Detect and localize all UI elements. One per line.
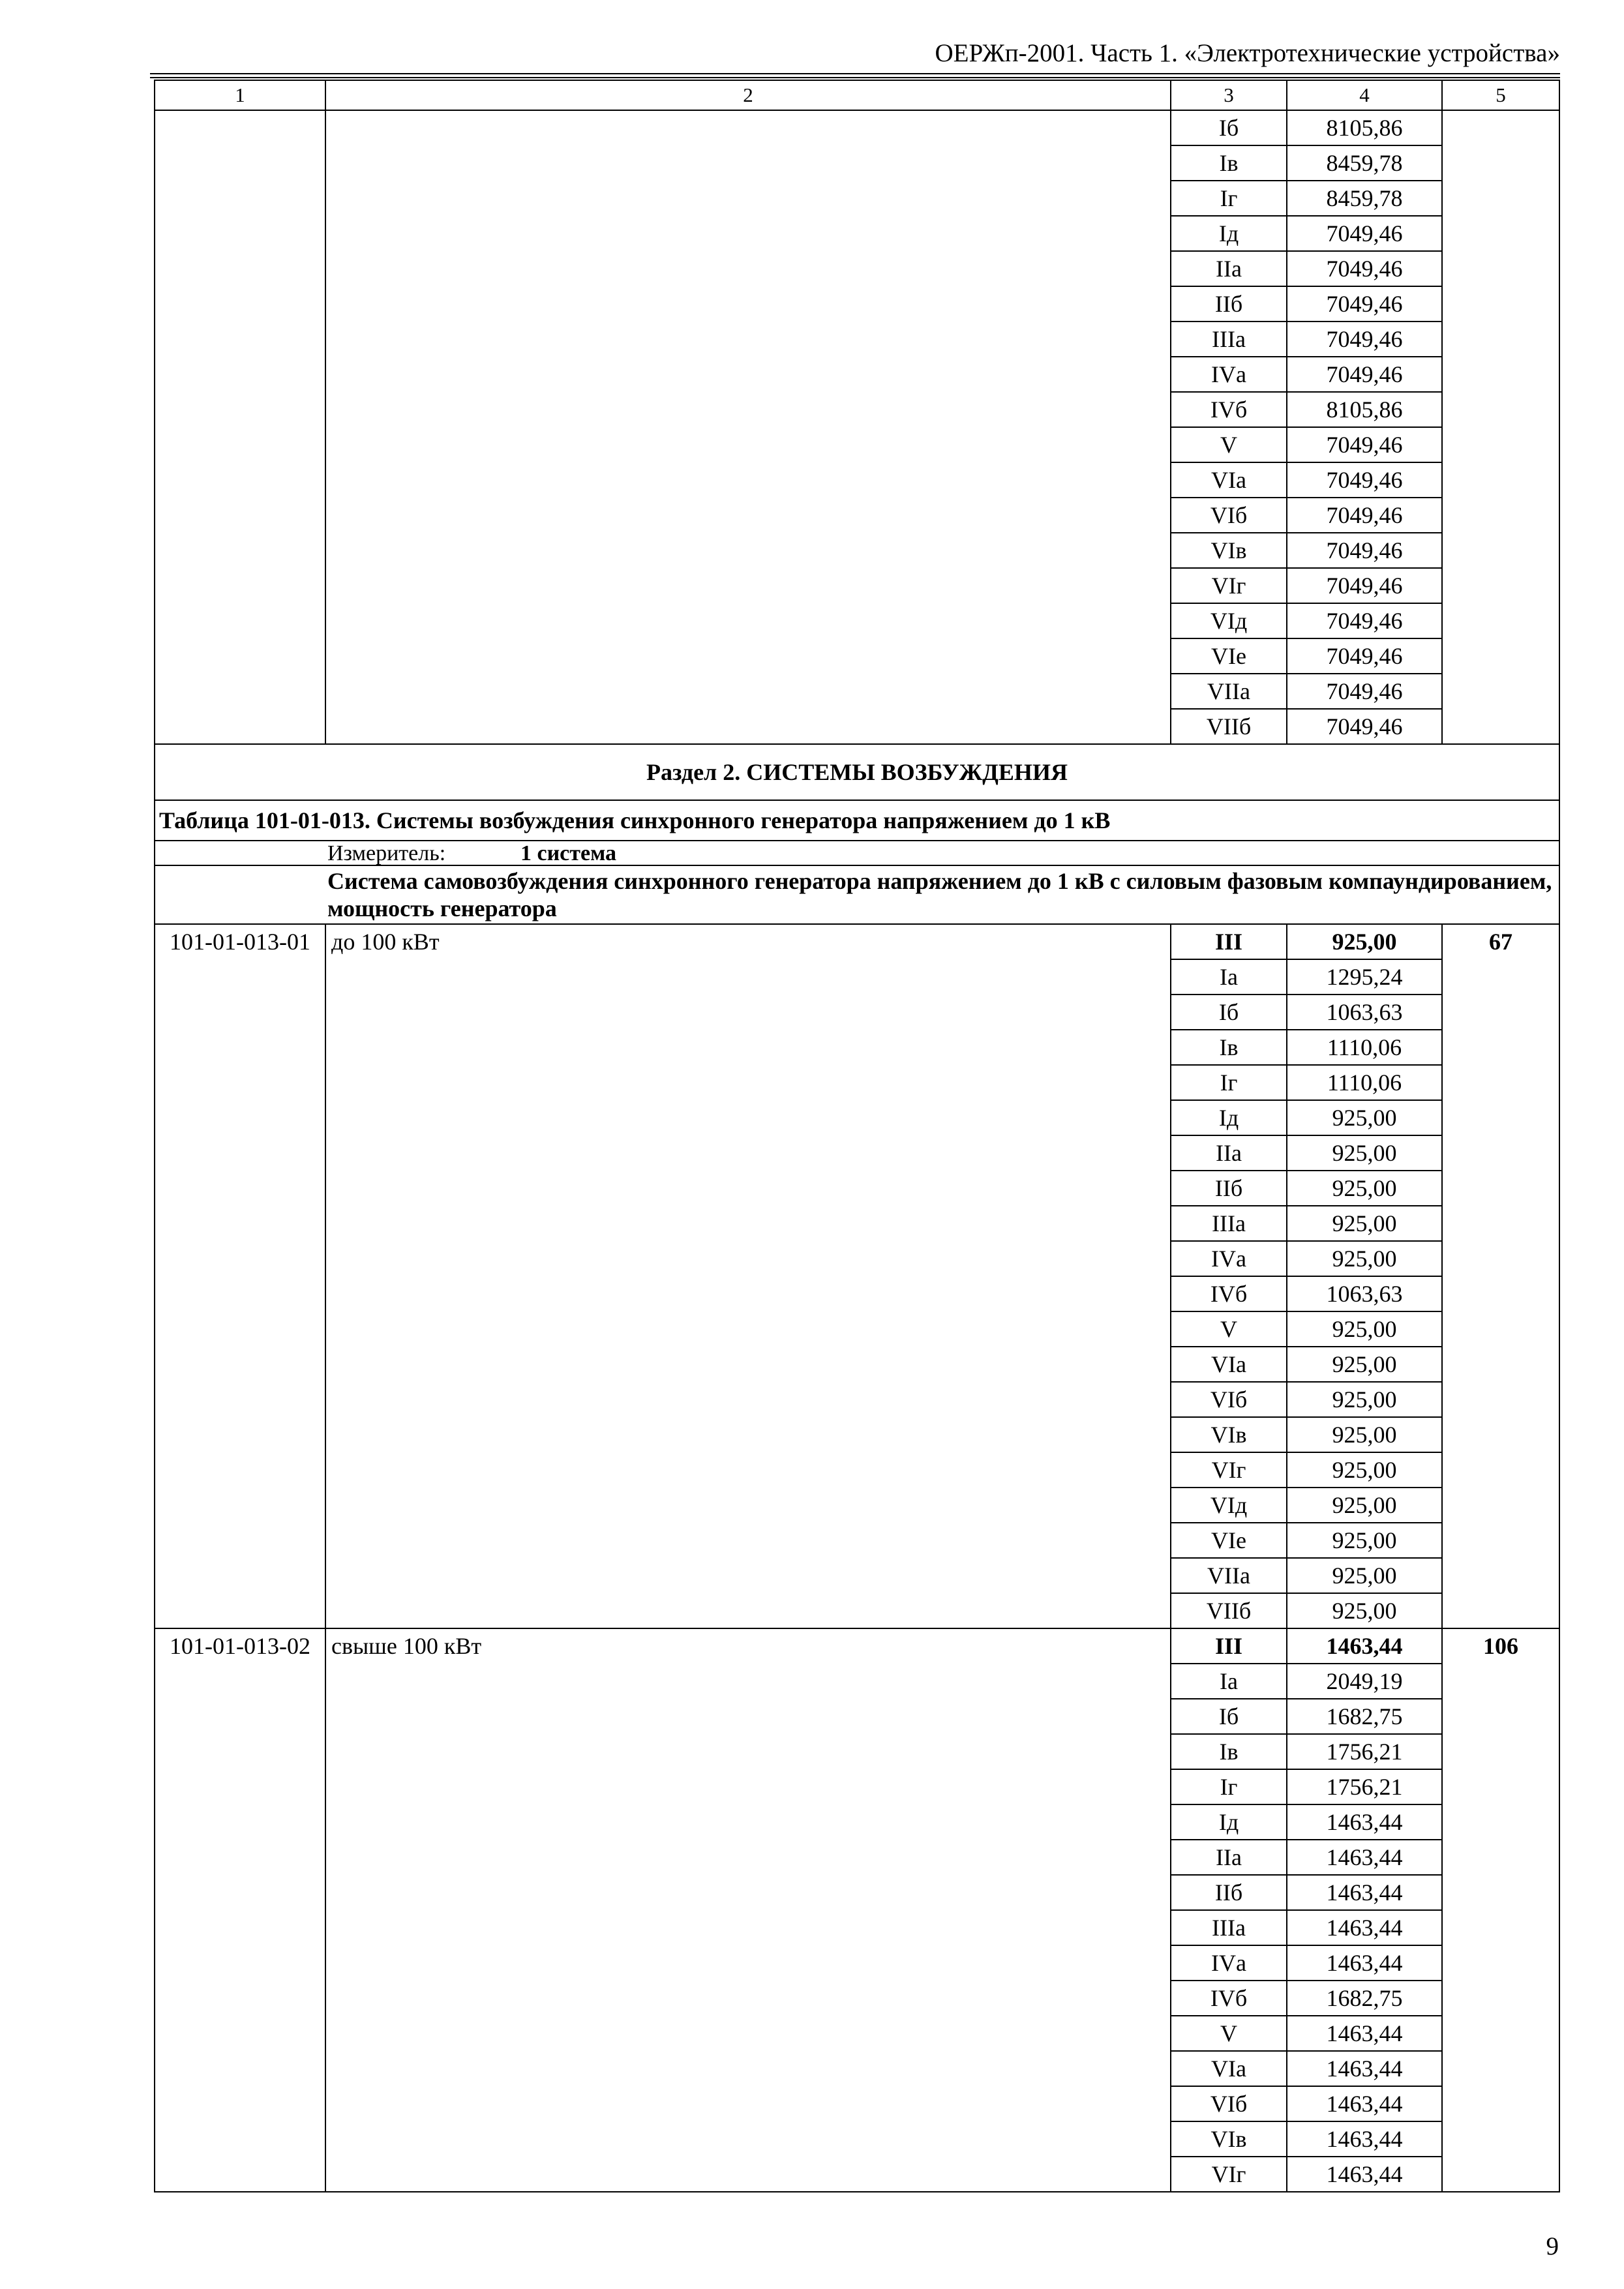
table-row	[155, 110, 1559, 145]
column-number: 5	[1442, 80, 1559, 110]
value-cell: 1063,63	[1287, 1276, 1442, 1311]
value-cell: 1463,44	[1287, 1910, 1442, 1945]
name-cell	[325, 110, 1171, 744]
column-number: 3	[1171, 80, 1287, 110]
value-cell: 925,00	[1287, 1558, 1442, 1593]
value-cell: 1463,44	[1287, 2121, 1442, 2157]
zone-cell: VIв	[1171, 2121, 1287, 2157]
description: Система самовозбуждения синхронного генератора напряжением до 1 кВ с силовым фазовым компаундированием, мощность генератора	[155, 865, 1559, 924]
value-cell: 1110,06	[1287, 1065, 1442, 1100]
table-title-row	[155, 800, 1559, 841]
value-cell: 1463,44	[1287, 1875, 1442, 1910]
value-cell: 8459,78	[1287, 145, 1442, 181]
value-cell: 8105,86	[1287, 392, 1442, 427]
meter-row	[155, 841, 1559, 865]
value-cell: 1463,44	[1287, 1628, 1442, 1664]
zone-cell: IVб	[1171, 392, 1287, 427]
zone-cell: V	[1171, 427, 1287, 462]
zone-cell: VIе	[1171, 1523, 1287, 1558]
zone-cell: Iд	[1171, 216, 1287, 251]
value-cell: 1463,44	[1287, 1804, 1442, 1840]
value-cell: 925,00	[1287, 1452, 1442, 1488]
value-cell: 7049,46	[1287, 216, 1442, 251]
zone-cell: IIб	[1171, 1875, 1287, 1910]
page-number: 9	[1546, 2232, 1559, 2260]
zone-cell: IIIа	[1171, 322, 1287, 357]
item-name: свыше 100 кВт	[325, 1628, 1171, 2192]
zone-cell: III	[1171, 1628, 1287, 1664]
zone-cell: VIа	[1171, 2051, 1287, 2086]
col5-cell	[1442, 110, 1559, 744]
value-cell: 1756,21	[1287, 1769, 1442, 1804]
zone-cell: Iб	[1171, 1699, 1287, 1734]
code-cell	[155, 110, 325, 744]
value-cell: 925,00	[1287, 1417, 1442, 1452]
zone-cell: VIг	[1171, 2157, 1287, 2192]
zone-cell: Iв	[1171, 1734, 1287, 1769]
value-cell: 7049,46	[1287, 286, 1442, 322]
zone-cell: Iб	[1171, 110, 1287, 145]
value-cell: 7049,46	[1287, 251, 1442, 286]
zone-cell: IVб	[1171, 1276, 1287, 1311]
table-title: Таблица 101-01-013. Системы возбуждения синхронного генератора напряжением до 1 кВ	[155, 800, 1559, 841]
value-cell: 925,00	[1287, 1135, 1442, 1171]
zone-cell: Iг	[1171, 1065, 1287, 1100]
column-number-row	[155, 80, 1559, 110]
value-cell: 925,00	[1287, 1523, 1442, 1558]
value-cell: 7049,46	[1287, 533, 1442, 568]
column-number: 4	[1287, 80, 1442, 110]
zone-cell: VIа	[1171, 1347, 1287, 1382]
value-cell: 7049,46	[1287, 498, 1442, 533]
zone-cell: VIд	[1171, 1488, 1287, 1523]
item-col5: 67	[1442, 924, 1559, 1628]
zone-cell: IVа	[1171, 1241, 1287, 1276]
zone-cell: IIIа	[1171, 1206, 1287, 1241]
zone-cell: IVа	[1171, 1945, 1287, 1981]
value-cell: 7049,46	[1287, 709, 1442, 744]
value-cell: 1682,75	[1287, 1699, 1442, 1734]
section-title: Раздел 2. СИСТЕМЫ ВОЗБУЖДЕНИЯ	[155, 744, 1559, 800]
zone-cell: Iд	[1171, 1100, 1287, 1135]
zone-cell: Iв	[1171, 1030, 1287, 1065]
value-cell: 7049,46	[1287, 462, 1442, 498]
zone-cell: VIIб	[1171, 1593, 1287, 1628]
header-rule	[150, 73, 1560, 74]
zone-cell: Iг	[1171, 1769, 1287, 1804]
value-cell: 1295,24	[1287, 959, 1442, 995]
zone-cell: V	[1171, 2016, 1287, 2051]
rates-table	[154, 80, 1560, 2192]
zone-cell: VIв	[1171, 533, 1287, 568]
meter-value: 1 система	[520, 841, 616, 865]
zone-cell: Iв	[1171, 145, 1287, 181]
meter-label: Измеритель:	[327, 841, 446, 865]
zone-cell: VIIа	[1171, 1558, 1287, 1593]
column-number: 2	[325, 80, 1171, 110]
zone-cell: V	[1171, 1311, 1287, 1347]
value-cell: 1110,06	[1287, 1030, 1442, 1065]
zone-cell: IIа	[1171, 251, 1287, 286]
item-col5: 106	[1442, 1628, 1559, 2192]
zone-cell: Iа	[1171, 1664, 1287, 1699]
value-cell: 1463,44	[1287, 2051, 1442, 2086]
value-cell: 8105,86	[1287, 110, 1442, 145]
zone-cell: Iа	[1171, 959, 1287, 995]
value-cell: 1463,44	[1287, 1945, 1442, 1981]
item-code: 101-01-013-01	[155, 924, 325, 1628]
value-cell: 925,00	[1287, 1100, 1442, 1135]
value-cell: 7049,46	[1287, 357, 1442, 392]
zone-cell: Iг	[1171, 181, 1287, 216]
zone-cell: VIе	[1171, 638, 1287, 674]
zone-cell: VIд	[1171, 603, 1287, 638]
value-cell: 1063,63	[1287, 995, 1442, 1030]
zone-cell: IIа	[1171, 1135, 1287, 1171]
zone-cell: IIб	[1171, 1171, 1287, 1206]
value-cell: 2049,19	[1287, 1664, 1442, 1699]
value-cell: 7049,46	[1287, 427, 1442, 462]
value-cell: 1463,44	[1287, 1840, 1442, 1875]
value-cell: 7049,46	[1287, 568, 1442, 603]
value-cell: 1463,44	[1287, 2157, 1442, 2192]
value-cell: 925,00	[1287, 1241, 1442, 1276]
zone-cell: IVб	[1171, 1981, 1287, 2016]
page-header: ОЕРЖп-2001. Часть 1. «Электротехнические устройства»	[935, 39, 1560, 67]
value-cell: 925,00	[1287, 1311, 1442, 1347]
section-row	[155, 744, 1559, 800]
value-cell: 925,00	[1287, 924, 1442, 959]
value-cell: 925,00	[1287, 1593, 1442, 1628]
item-name: до 100 кВт	[325, 924, 1171, 1628]
zone-cell: VIб	[1171, 498, 1287, 533]
description-row	[155, 865, 1559, 924]
table-row	[155, 924, 1559, 959]
zone-cell: IIа	[1171, 1840, 1287, 1875]
value-cell: 925,00	[1287, 1171, 1442, 1206]
value-cell: 7049,46	[1287, 322, 1442, 357]
zone-cell: VIIа	[1171, 674, 1287, 709]
header-rule	[150, 77, 1560, 78]
table-row	[155, 1628, 1559, 1664]
value-cell: 1463,44	[1287, 2016, 1442, 2051]
zone-cell: VIб	[1171, 2086, 1287, 2121]
zone-cell: IVа	[1171, 357, 1287, 392]
zone-cell: VIг	[1171, 1452, 1287, 1488]
zone-cell: VIIб	[1171, 709, 1287, 744]
meter-cell	[155, 841, 1559, 865]
value-cell: 925,00	[1287, 1206, 1442, 1241]
zone-cell: VIв	[1171, 1417, 1287, 1452]
value-cell: 1463,44	[1287, 2086, 1442, 2121]
value-cell: 925,00	[1287, 1382, 1442, 1417]
zone-cell: IIIа	[1171, 1910, 1287, 1945]
zone-cell: Iд	[1171, 1804, 1287, 1840]
zone-cell: Iб	[1171, 995, 1287, 1030]
value-cell: 8459,78	[1287, 181, 1442, 216]
value-cell: 1756,21	[1287, 1734, 1442, 1769]
zone-cell: VIа	[1171, 462, 1287, 498]
value-cell: 1682,75	[1287, 1981, 1442, 2016]
value-cell: 7049,46	[1287, 674, 1442, 709]
zone-cell: VIг	[1171, 568, 1287, 603]
zone-cell: IIб	[1171, 286, 1287, 322]
value-cell: 7049,46	[1287, 638, 1442, 674]
item-code: 101-01-013-02	[155, 1628, 325, 2192]
value-cell: 7049,46	[1287, 603, 1442, 638]
zone-cell: VIб	[1171, 1382, 1287, 1417]
zone-cell: III	[1171, 924, 1287, 959]
value-cell: 925,00	[1287, 1347, 1442, 1382]
value-cell: 925,00	[1287, 1488, 1442, 1523]
column-number: 1	[155, 80, 325, 110]
